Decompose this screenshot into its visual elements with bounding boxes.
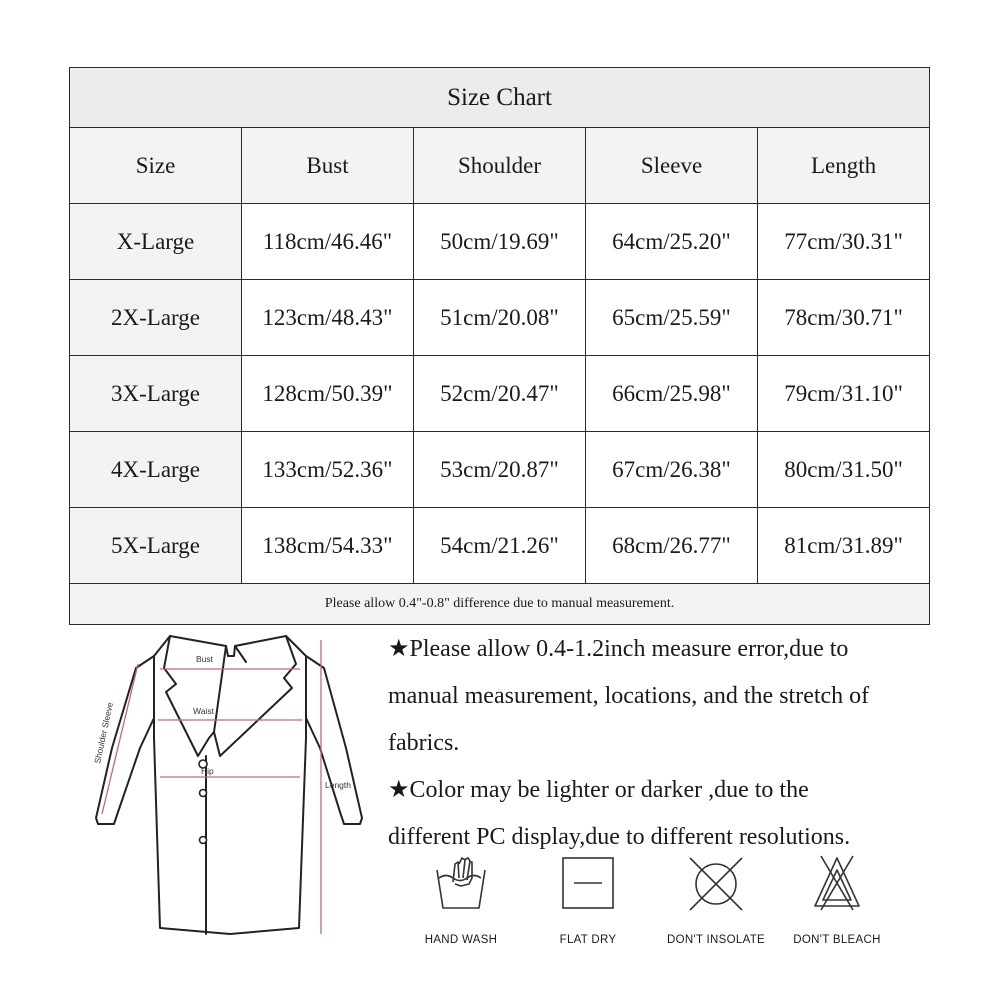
bust-cell: 128cm/50.39" [242,356,414,432]
length-cell: 81cm/31.89" [758,508,930,584]
care-dont-insolate [664,852,768,946]
bust-cell: 118cm/46.46" [242,204,414,280]
header-sleeve: Sleeve [586,128,758,204]
hip-label: Hip [201,766,214,776]
care-label: FLAT DRY [559,934,617,946]
tip-line: manual measurement, locations, and the stretch of [388,683,870,709]
table-row [70,204,930,280]
length-cell: 78cm/30.71" [758,280,930,356]
size-cell: 4X-Large [70,432,242,508]
shoulder-sleeve-label: Shoulder Sleeve [92,701,115,765]
tip-line: different PC display,due to different resolutions. [388,824,851,850]
care-dont-bleach [786,852,888,946]
care-hand-wash [418,852,504,946]
shoulder-cell: 52cm/20.47" [414,356,586,432]
header-size: Size [70,128,242,204]
table-note-row [70,584,930,625]
bust-cell: 133cm/52.36" [242,432,414,508]
shoulder-cell: 54cm/21.26" [414,508,586,584]
measurement-tips [388,626,988,861]
table-row [70,356,930,432]
care-label: DON'T INSOLATE [667,934,765,946]
size-chart-table [69,67,930,625]
table-header-row [70,128,930,204]
shoulder-cell: 53cm/20.87" [414,432,586,508]
header-shoulder: Shoulder [414,128,586,204]
length-cell: 80cm/31.50" [758,432,930,508]
sleeve-cell: 64cm/25.20" [586,204,758,280]
measurement-note: Please allow 0.4"-0.8" difference due to manual measurement. [70,584,930,625]
sleeve-cell: 66cm/25.98" [586,356,758,432]
shoulder-cell: 51cm/20.08" [414,280,586,356]
size-cell: 5X-Large [70,508,242,584]
table-title: Size Chart [70,68,930,128]
tip-line: fabrics. [388,730,460,756]
table-title-row [70,68,930,128]
length-cell: 79cm/31.10" [758,356,930,432]
table-row [70,432,930,508]
header-bust: Bust [242,128,414,204]
length-label: Length [325,780,351,790]
shoulder-cell: 50cm/19.69" [414,204,586,280]
sleeve-cell: 67cm/26.38" [586,432,758,508]
size-cell: 2X-Large [70,280,242,356]
bust-label: Bust [196,654,214,664]
bust-cell: 138cm/54.33" [242,508,414,584]
size-cell: X-Large [70,204,242,280]
hand-wash-icon [431,852,491,912]
bust-cell: 123cm/48.43" [242,280,414,356]
shoulder-sleeve-measure-line [102,664,138,814]
sleeve-cell: 65cm/25.59" [586,280,758,356]
tip-line: ★Please allow 0.4-1.2inch measure error,due to [388,636,849,662]
size-cell: 3X-Large [70,356,242,432]
table-row [70,280,930,356]
length-cell: 77cm/30.31" [758,204,930,280]
coat-measurement-diagram [78,628,378,948]
coat-illustration [78,628,378,948]
care-flat-dry [548,852,628,946]
waist-label: Waist [193,706,214,716]
tip-line: ★Color may be lighter or darker ,due to the [388,777,809,803]
do-not-insolate-icon [686,852,746,912]
coat-outline [96,636,362,934]
do-not-bleach-icon [807,852,867,912]
table-row [70,508,930,584]
sleeve-cell: 68cm/26.77" [586,508,758,584]
flat-dry-icon [558,852,618,912]
care-label: HAND WASH [424,934,498,946]
header-length: Length [758,128,930,204]
care-label: DON'T BLEACH [793,934,881,946]
